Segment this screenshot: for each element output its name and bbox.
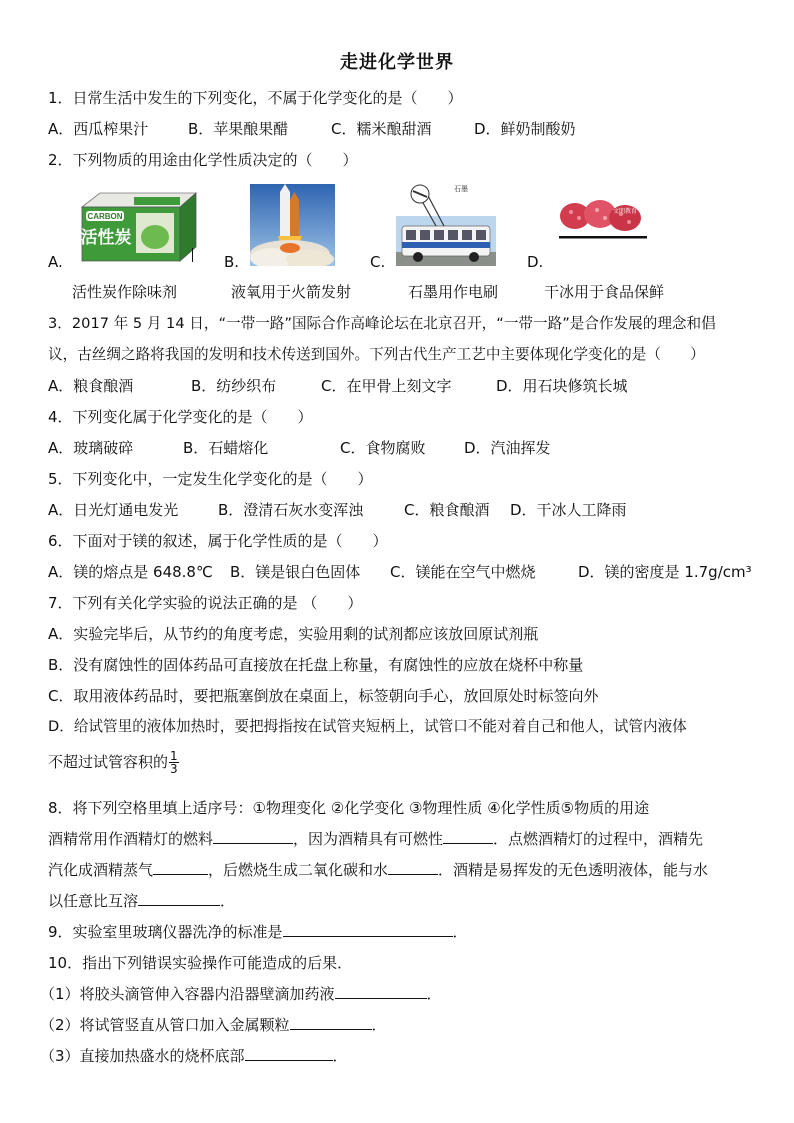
q1-option-a[interactable]: A．西瓜榨果汁 (48, 120, 149, 138)
rocket-launch-image (250, 184, 335, 266)
q8-text-2c: ．酒精是易挥发的无色透明液体，能与水 (438, 861, 709, 879)
question-5-stem: 5．下列变化中，一定发生化学变化的是（ ） (48, 470, 373, 488)
question-5-options (48, 500, 627, 522)
question-9-stem: 9．实验室里玻璃仪器洗净的标准是 (48, 923, 283, 941)
q10-sub-3-text: （3）直接加热盛水的烧杯底部 (40, 1047, 245, 1065)
q8-text-1a: 酒精常用作酒精灯的燃料 (48, 830, 214, 848)
q8-text-1b: ，因为酒精具有可燃性 (293, 830, 444, 848)
q10-sub-2 (40, 1015, 387, 1037)
q5-option-b[interactable]: B．澄清石灰水变浑浊 (218, 501, 364, 519)
question-9 (48, 922, 468, 944)
q8-blank-3[interactable] (153, 860, 208, 875)
q8-line-2 (48, 860, 708, 882)
question-1-options (48, 119, 576, 141)
q10-sub-3 (40, 1046, 348, 1068)
question-3-line-2: 议，古丝绸之路将我国的发明和技术传送到国外。下列古代生产工艺中主要体现化学变化的是（ ） (48, 346, 705, 363)
q8-text-3a: 以任意比互溶 (48, 892, 139, 910)
q1-option-c[interactable]: C．糯米酿甜酒 (331, 120, 432, 138)
q2-letter-d[interactable]: D. (527, 253, 544, 271)
q8-blank-1[interactable] (213, 829, 293, 844)
page-title: 走进化学世界 (340, 52, 454, 73)
q2-caption-c: 石墨用作电刷 (408, 283, 499, 301)
question-8-stem: 8．将下列空格里填上适序号：①物理变化 ②化学变化 ③物理性质 ④化学性质⑤物质的用途 (48, 799, 650, 817)
q7-option-a[interactable]: A．实验完毕后，从节约的角度考虑，实验用剩的试剂都应该放回原试剂瓶 (48, 625, 539, 643)
q5-option-c[interactable]: C．粮食酿酒 (404, 501, 490, 519)
q8-line-3 (48, 891, 235, 913)
question-4-options (48, 438, 551, 460)
q2-letter-b[interactable]: B. (224, 253, 240, 271)
q8-blank-2[interactable] (443, 829, 493, 844)
q10-sub-3-end: ． (332, 1047, 348, 1065)
trolleybus-graphite-image (396, 182, 496, 266)
q3-option-b[interactable]: B．纺纱织布 (191, 377, 277, 395)
q9-end: ． (452, 923, 468, 941)
q10-sub-1-text: （1）将胶头滴管伸入容器内沿器壁滴加药液 (40, 985, 335, 1003)
q6-option-b[interactable]: B．镁是银白色固体 (230, 563, 361, 581)
q4-option-a[interactable]: A．玻璃破碎 (48, 439, 134, 457)
q6-option-c[interactable]: C．镁能在空气中燃烧 (390, 563, 536, 581)
q10-sub-2-text: （2）将试管竖直从管口加入金属颗粒 (40, 1016, 290, 1034)
activated-carbon-box-image (80, 185, 198, 265)
question-3-options (48, 376, 628, 398)
berry-label: 文明教育 (613, 208, 638, 215)
q7-option-c[interactable]: C．取用液体药品时，要把瓶塞倒放在桌面上，标签朝向手心，放回原处时标签向外 (48, 687, 599, 705)
q8-text-2a: 汽化成酒精蒸气 (48, 861, 154, 879)
q2-caption-d: 干冰用于食品保鲜 (544, 283, 665, 301)
q4-option-d[interactable]: D．汽油挥发 (464, 439, 551, 457)
q8-blank-4[interactable] (388, 860, 438, 875)
question-6-stem: 6．下面对于镁的叙述，属于化学性质的是（ ） (48, 532, 388, 550)
q10-blank-3[interactable] (245, 1046, 333, 1061)
q2-caption-a: 活性炭作除味剂 (72, 283, 178, 301)
q5-option-a[interactable]: A．日光灯通电发光 (48, 501, 179, 519)
q10-sub-2-end: ． (371, 1016, 387, 1034)
question-6-options (48, 562, 752, 584)
graphite-label: 石墨 (454, 185, 468, 193)
q8-line-1 (48, 829, 703, 851)
question-4-stem: 4．下列变化属于化学变化的是（ ） (48, 408, 313, 426)
q10-sub-1-end: ． (426, 985, 442, 1003)
question-2-stem: 2．下列物质的用途由化学性质决定的（ ） (48, 151, 358, 169)
q10-blank-1[interactable] (335, 984, 427, 999)
q7-option-d-line-2 (48, 750, 179, 782)
q7-option-d-line-1[interactable]: D．给试管里的液体加热时，要把拇指按在试管夹短柄上，试管口不能对着自己和他人，试管内液体 (48, 718, 687, 735)
image-a-edge (192, 248, 197, 262)
q3-option-a[interactable]: A．粮食酿酒 (48, 377, 134, 395)
q10-blank-2[interactable] (290, 1015, 372, 1030)
q1-option-d[interactable]: D．鲜奶制酸奶 (474, 120, 576, 138)
question-10-stem: 10．指出下列错误实验操作可能造成的后果． (48, 954, 353, 972)
q5-option-d[interactable]: D．干冰人工降雨 (510, 501, 627, 519)
q8-text-2b: ，后燃烧生成二氧化碳和水 (208, 861, 389, 879)
carbon-name-text: 活性炭 (80, 228, 132, 248)
q8-text-1c: ．点燃酒精灯的过程中，酒精先 (493, 830, 704, 848)
q6-option-a[interactable]: A．镁的熔点是 648.8℃ (48, 563, 213, 581)
q10-sub-1 (40, 984, 442, 1006)
q7-option-d-text: 不超过试管容积的 (48, 753, 169, 771)
question-7-stem: 7．下列有关化学实验的说法正确的是 （ ） (48, 594, 363, 612)
q6-option-d[interactable]: D．镁的密度是 1.7g/cm³ (578, 563, 752, 581)
q3-option-c[interactable]: C．在甲骨上刻文字 (321, 377, 452, 395)
frozen-raspberries-image (555, 196, 650, 248)
question-3-line-1: 3．2017 年 5 月 14 日，“一带一路”国际合作高峰论坛在北京召开，“一带一路”是合作发展的理念和倡 (48, 315, 716, 332)
fraction-one-third (169, 750, 179, 775)
q8-text-3b: ． (220, 892, 236, 910)
q4-option-b[interactable]: B．石蜡熔化 (183, 439, 269, 457)
q2-caption-b: 液氧用于火箭发射 (231, 283, 352, 301)
q2-letter-c[interactable]: C. (370, 253, 386, 271)
carbon-brand-text: CARBON (87, 212, 123, 221)
q3-option-d[interactable]: D．用石块修筑长城 (496, 377, 628, 395)
fraction-numerator: 1 (170, 749, 178, 763)
q4-option-c[interactable]: C．食物腐败 (340, 439, 426, 457)
q2-letter-a[interactable]: A. (48, 253, 63, 271)
fraction-denominator: 3 (170, 762, 178, 776)
question-1-stem: 1．日常生活中发生的下列变化，不属于化学变化的是（ ） (48, 89, 463, 107)
q1-option-b[interactable]: B．苹果酿果醋 (188, 120, 289, 138)
q8-blank-5[interactable] (138, 891, 220, 906)
q9-blank[interactable] (283, 922, 453, 937)
q7-option-b[interactable]: B．没有腐蚀性的固体药品可直接放在托盘上称量，有腐蚀性的应放在烧杯中称量 (48, 656, 584, 674)
